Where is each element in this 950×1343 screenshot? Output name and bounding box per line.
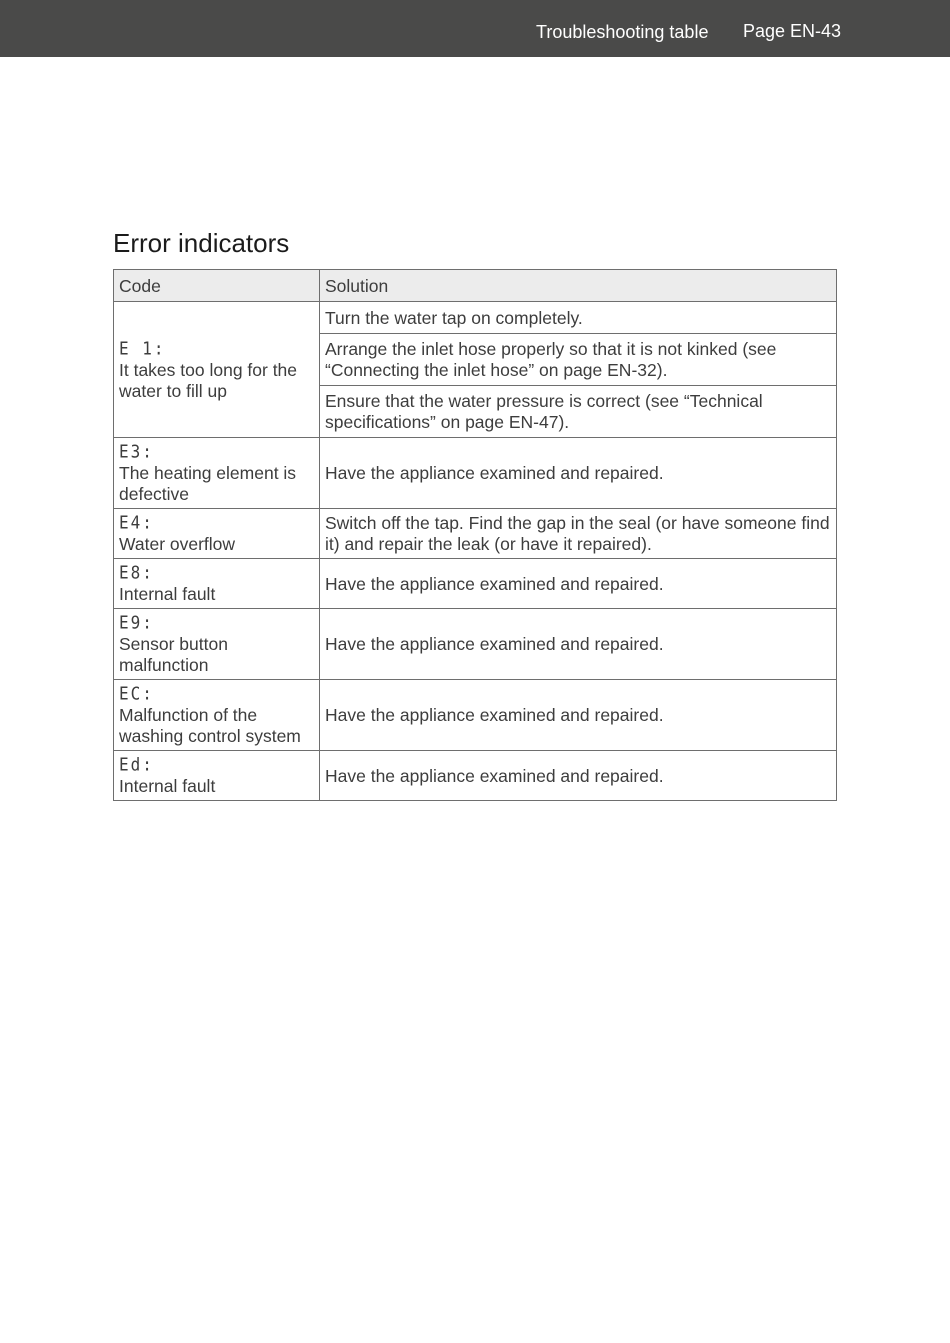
solution-cell: Have the appliance examined and repaired.	[320, 751, 837, 801]
solution-cell: Turn the water tap on completely.	[320, 302, 837, 334]
code-cell	[114, 609, 320, 680]
table-row	[114, 751, 837, 801]
table-row	[114, 559, 837, 609]
solution-cell: Switch off the tap. Find the gap in the seal (or have someone find it) and repair the leak (or have it repaired).	[320, 509, 837, 559]
page-title: Error indicators	[113, 228, 290, 258]
table-row	[114, 609, 837, 680]
solution-cell: Have the appliance examined and repaired.	[320, 438, 837, 509]
error-code: E4:	[119, 512, 154, 533]
code-cell	[114, 509, 320, 559]
error-code: Ed:	[119, 754, 154, 775]
error-code: E8:	[119, 562, 154, 583]
column-header-code: Code	[114, 270, 320, 302]
error-code: E3:	[119, 441, 154, 462]
error-description: Internal fault	[119, 776, 216, 796]
table-header-row	[114, 270, 837, 302]
error-description: It takes too long for the water to fill up	[119, 359, 298, 401]
solution-cell: Have the appliance examined and repaired.	[320, 609, 837, 680]
solution-cell: Arrange the inlet hose properly so that it is not kinked (see “Connecting the inlet hose” on page EN-32).	[320, 334, 837, 386]
header-section-title: Troubleshooting table	[536, 22, 709, 42]
error-description: Malfunction of the washing control system	[119, 705, 301, 746]
header-bar	[0, 0, 950, 57]
error-description: The heating element is defective	[119, 463, 297, 504]
error-indicators-table	[113, 269, 837, 801]
table-row	[114, 509, 837, 559]
code-cell	[114, 751, 320, 801]
table-row	[114, 302, 837, 334]
error-code: E 1:	[119, 337, 166, 359]
error-description: Water overflow	[119, 534, 236, 554]
solution-cell: Have the appliance examined and repaired.	[320, 559, 837, 609]
table-row	[114, 680, 837, 751]
error-code: E9:	[119, 612, 154, 633]
solution-cell: Ensure that the water pressure is correct (see “Technical specifications” on page EN-47).	[320, 386, 837, 438]
error-code: EC:	[119, 683, 154, 704]
column-header-solution: Solution	[320, 270, 837, 302]
code-cell	[114, 302, 320, 438]
error-description: Internal fault	[119, 584, 216, 604]
table-row	[114, 438, 837, 509]
solution-cell: Have the appliance examined and repaired.	[320, 680, 837, 751]
code-cell	[114, 680, 320, 751]
error-description: Sensor button malfunction	[119, 634, 228, 675]
code-cell	[114, 438, 320, 509]
header-page-number: Page EN-43	[743, 21, 842, 41]
code-cell	[114, 559, 320, 609]
